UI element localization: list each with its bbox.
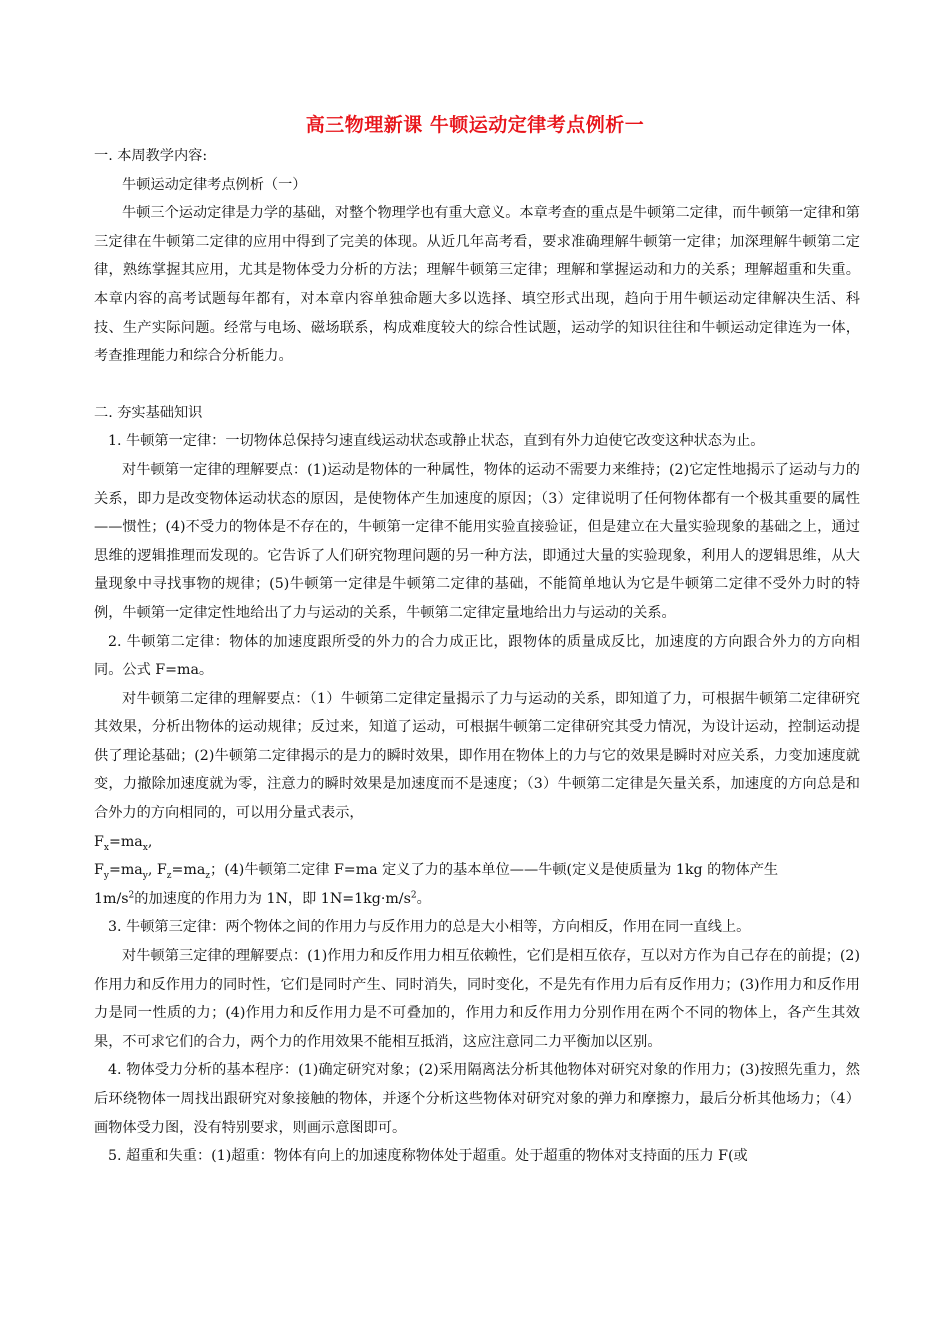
document-body [94,142,860,1171]
document-title: 高三物理新课 牛顿运动定律考点例析一 [305,114,645,136]
item2-detail: 对牛顿第二定律的理解要点：（1）牛顿第二定律定量揭示了力与运动的关系，即知道了力，可根据牛顿第二定律研究其效果，分析出物体的运动规律；反过来，知道了运动，可根据牛顿第二定律研究其受力情况，为设计运动，控制运动提供了理论基础；(2)牛顿第二定律揭示的是力的瞬时效果，即作用在物体上的力与它的效果是瞬时对应关系，力变加速度就变，力撤除加速度就为零，注意力的瞬时效果是加速度而不是速度；（3）牛顿第二定律是矢量关系，加速度的方向总是和合外力的方向相同的，可以用分量式表示， [94,690,860,822]
component-formula-x: $F_x=ma_x$, [94,833,153,853]
item4-force-analysis: 4. 物体受力分析的基本程序：(1)确定研究对象；(2)采用隔离法分析其他物体对研究对象的作用力；(3)按照先重力，然后环绕物体一周找出跟研究对象接触的物体，并逐个分析这些物体对研究对象的弹力和摩擦力，最后分析其他场力；（4）画物体受力图，没有特别要求，则画示意图即可。 [94,1062,860,1136]
item1-newton-first-law: 1. 牛顿第一定律：一切物体总保持匀速直线运动状态或静止状态，直到有外力迫使它改变这种状态为止。 [108,433,765,450]
component-formula-yz: $F_y=ma_y$, $F_z=ma_z$；(4)牛顿第二定律 F=ma 定义了力的基本单位——牛顿(定义是使质量为 1kg 的物体产生 [94,862,779,882]
paragraph-gap [94,371,860,399]
section1-intro: 牛顿三个运动定律是力学的基础，对整个物理学也有重大意义。本章考查的重点是牛顿第二定律，而牛顿第一定律和第三定律在牛顿第二定律的应用中得到了完美的体现。从近几年高考看，要求准确理解牛顿第一定律；加深理解牛顿第二定律，熟练掌握其应用，尤其是物体受力分析的方法；理解牛顿第三定律；理解和掌握运动和力的关系；理解超重和失重。本章内容的高考试题每年都有，对本章内容单独命题大多以选择、填空形式出现，趋向于用牛顿运动定律解决生活、科技、生产实际问题。经常与电场、磁场联系，构成难度较大的综合性试题，运动学的知识往往和牛顿运动定律连为一体，考查推理能力和综合分析能力。 [94,205,860,365]
section1-heading: 一. 本周教学内容: [94,148,208,164]
newton-unit-definition: $1m/s^2$的加速度的作用力为 1N，即 $1N=1kg\cdot m/s^2$。 [94,890,431,907]
item1-detail: 对牛顿第一定律的理解要点：(1)运动是物体的一种属性，物体的运动不需要力来维持；(2)它定性地揭示了运动与力的关系，即力是改变物体运动状态的原因，是使物体产生加速度的原因；（3）定律说明了任何物体都有一个极其重要的属性——惯性；(4)不受力的物体是不存在的，牛顿第一定律不能用实验直接验证，但是建立在大量实验现象的基础之上，通过思维的逻辑推理而发现的。它告诉了人们研究物理问题的另一种方法，即通过大量的实验现象，利用人的逻辑思维，从大量现象中寻找事物的规律；(5)牛顿第一定律是牛顿第二定律的基础，不能简单地认为它是牛顿第二定律不受外力时的特例，牛顿第一定律定性地给出了力与运动的关系，牛顿第二定律定量地给出力与运动的关系。 [94,461,860,621]
item3-newton-third-law: 3. 牛顿第三定律：两个物体之间的作用力与反作用力的总是大小相等，方向相反，作用在同一直线上。 [108,919,751,936]
section1-subtitle: 牛顿运动定律考点例析（一） [122,176,307,193]
item5-overweight-weightlessness: 5. 超重和失重：(1)超重：物体有向上的加速度称物体处于超重。处于超重的物体对支持面的压力 F(或 [108,1148,748,1165]
section2-heading: 二. 夯实基础知识 [94,404,203,421]
item3-detail: 对牛顿第三定律的理解要点：(1)作用力和反作用力相互依赖性，它们是相互依存，互以对方作为自己存在的前提；(2)作用力和反作用力的同时性，它们是同时产生、同时消失，同时变化，不是先有作用力后有反作用力；(3)作用力和反作用力是同一性质的力；(4)作用力和反作用力是不可叠加的，作用力和反作用力分别作用在两个不同的物体上，各产生其效果，不可求它们的合力，两个力的作用效果不能相互抵消，这应注意同二力平衡加以区别。 [94,948,860,1050]
item2-newton-second-law: 2. 牛顿第二定律：物体的加速度跟所受的外力的合力成正比，跟物体的质量成反比，加速度的方向跟合外力的方向相同。公式 F=ma。 [94,633,860,679]
